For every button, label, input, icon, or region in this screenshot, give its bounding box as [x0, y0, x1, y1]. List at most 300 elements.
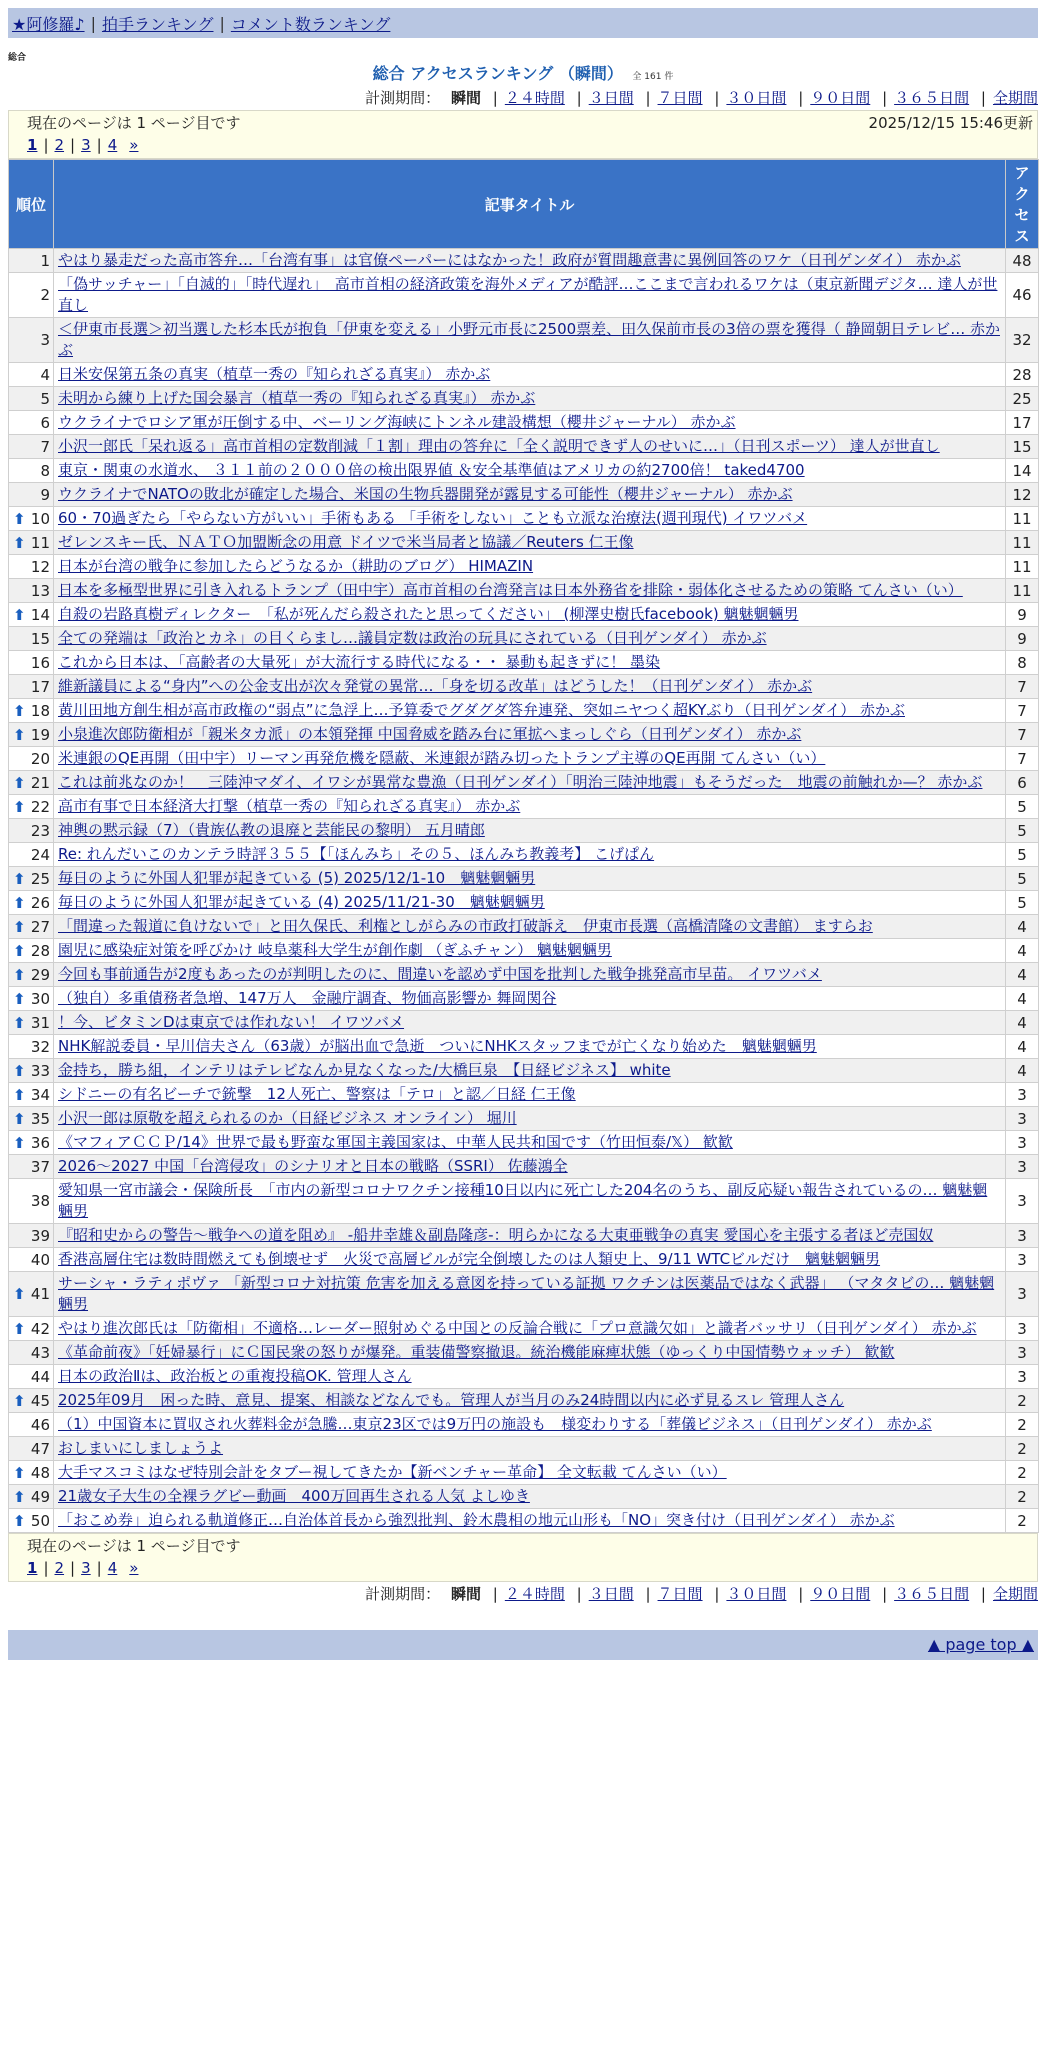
rank-number: 14 — [30, 605, 50, 624]
article-title-link[interactable]: ウクライナでNATOの敗北が確定した場合、米国の生物兵器開発が露見する可能性（櫻井ジャーナル） 赤かぶ — [58, 485, 793, 503]
page-link-4[interactable]: 4 — [107, 1559, 118, 1577]
table-row — [9, 987, 1039, 1011]
page-info-bottom — [8, 1533, 1038, 1582]
article-title-link[interactable]: シドニーの有名ビーチで銃撃 12人死亡、警察は「テロ」と認／日経 仁王像 — [58, 1085, 576, 1103]
article-title-link[interactable]: 毎日のように外国人犯罪が起きている (5) 2025/12/1-10 魑魅魍魎男 — [58, 869, 536, 887]
ranking-title-text: 総合 アクセスランキング （瞬間） — [372, 64, 623, 83]
page-info-top — [8, 110, 1038, 159]
access-count: 25 — [1006, 387, 1039, 411]
rank-cell — [9, 963, 54, 987]
access-count: 48 — [1006, 249, 1039, 273]
title-cell — [54, 627, 1006, 651]
title-cell — [54, 603, 1006, 627]
table-row — [9, 459, 1039, 483]
title-cell — [54, 1059, 1006, 1083]
access-count: 7 — [1006, 699, 1039, 723]
title-cell — [54, 843, 1006, 867]
article-title-link[interactable]: 香港高層住宅は数時間燃えても倒壊せず 火災で高層ビルが完全倒壊したのは人類史上、9/11 WTCビルだけ 魑魅魍魎男 — [58, 1250, 881, 1268]
title-cell — [54, 318, 1006, 363]
access-count: 3 — [1006, 1365, 1039, 1389]
rank-number: 46 — [30, 1415, 50, 1434]
table-row — [9, 651, 1039, 675]
table-row — [9, 249, 1039, 273]
rank-number: 27 — [30, 917, 50, 936]
rank-number: 25 — [30, 869, 50, 888]
access-count: 12 — [1006, 483, 1039, 507]
nav-separator: | — [219, 13, 225, 33]
current-page-text: 現在のページは 1 ページ目です — [27, 114, 241, 132]
article-title-link[interactable]: 毎日のように外国人犯罪が起きている (4) 2025/11/21-30 魑魅魍魎男 — [58, 893, 545, 911]
table-row — [9, 1011, 1039, 1035]
rank-cell — [9, 363, 54, 387]
rank-cell — [9, 771, 54, 795]
rank-cell — [9, 1389, 54, 1413]
access-count: 2 — [1006, 1437, 1039, 1461]
access-count: 14 — [1006, 459, 1039, 483]
page-link-2[interactable]: 2 — [54, 1559, 65, 1577]
period-option-365d[interactable]: ３６５日間 — [894, 1585, 970, 1603]
title-cell — [54, 363, 1006, 387]
title-cell — [54, 1341, 1006, 1365]
access-count: 8 — [1006, 651, 1039, 675]
title-cell — [54, 819, 1006, 843]
article-title-link[interactable]: 《革命前夜》「妊婦暴行」にＣ国民衆の怒りが爆発。重装備警察撤退。統治機能麻痺状態（ゆっくり中国情勢ウォッチ） 歓歓 — [58, 1343, 895, 1361]
page-top-link[interactable]: ▲ page top ▲ — [927, 1635, 1034, 1654]
article-title-link[interactable]: ゼレンスキー氏、ＮＡＴＯ加盟断念の用意 ドイツで米当局者と協議／Reuters 仁王像 — [58, 533, 634, 551]
rank-cell — [9, 1317, 54, 1341]
title-cell — [54, 1035, 1006, 1059]
title-cell — [54, 579, 1006, 603]
access-count: 17 — [1006, 411, 1039, 435]
category-label: 総合 — [8, 53, 27, 63]
table-row — [9, 1248, 1039, 1272]
rank-up-arrow-icon: ⬆ — [13, 1391, 26, 1410]
title-cell — [54, 723, 1006, 747]
rank-cell — [9, 915, 54, 939]
rank-cell — [9, 1035, 54, 1059]
rank-number: 4 — [40, 365, 50, 384]
rank-cell — [9, 1224, 54, 1248]
article-title-link[interactable]: 小沢一郎は原敬を超えられるのか（日経ビジネス オンライン） 堀川 — [58, 1109, 517, 1127]
title-cell — [54, 963, 1006, 987]
rank-up-arrow-icon: ⬆ — [13, 893, 26, 912]
rank-cell — [9, 939, 54, 963]
clap-ranking-link[interactable]: 拍手ランキング — [101, 14, 214, 34]
current-page-text: 現在のページは 1 ページ目です — [27, 1537, 241, 1555]
rank-number: 40 — [30, 1250, 50, 1269]
article-title-link[interactable]: 《マフィアＣＣＰ/14》世界で最も野蛮な軍国主義国家は、中華人民共和国です（竹田恒泰/𝕏） 歓歓 — [58, 1133, 733, 1151]
rank-up-arrow-icon: ⬆ — [13, 1013, 26, 1032]
rank-up-arrow-icon: ⬆ — [13, 773, 26, 792]
rank-number: 39 — [30, 1226, 50, 1245]
article-title-link[interactable]: ウクライナでロシア軍が圧倒する中、ベーリング海峡にトンネル建設構想（櫻井ジャーナル） 赤かぶ — [58, 413, 736, 431]
period-current: 瞬間 — [450, 89, 481, 107]
rank-cell — [9, 1341, 54, 1365]
title-cell — [54, 273, 1006, 318]
title-cell — [54, 1131, 1006, 1155]
rank-number: 29 — [30, 965, 50, 984]
title-cell — [54, 939, 1006, 963]
rank-number: 38 — [30, 1192, 50, 1210]
article-title-link[interactable]: 神輿の黙示録（7）（貴族仏教の退廃と芸能民の黎明） 五月晴郎 — [58, 821, 485, 839]
rank-cell — [9, 1272, 54, 1317]
period-option-24h[interactable]: ２４時間 — [504, 1585, 565, 1603]
rank-up-arrow-icon: ⬆ — [13, 1061, 26, 1080]
table-row — [9, 318, 1039, 363]
rank-number: 5 — [40, 389, 50, 408]
access-count: 32 — [1006, 318, 1039, 363]
article-title-link[interactable]: 金持ち，勝ち組，インテリはテレビなんか見なくなった/大橋巨泉 【日経ビジネス】 white — [58, 1061, 671, 1079]
table-row — [9, 1107, 1039, 1131]
rank-number: 31 — [30, 1013, 50, 1032]
rank-cell — [9, 435, 54, 459]
rank-number: 42 — [30, 1319, 50, 1338]
article-title-link[interactable]: 日本の政治Ⅱは、政治板との重複投稿OK. 管理人さん — [58, 1367, 412, 1385]
updated-timestamp: 2025/12/15 15:46更新 — [868, 114, 1033, 132]
table-row — [9, 939, 1039, 963]
rank-number: 8 — [40, 461, 50, 480]
article-title-link[interactable]: 米連銀のQE再開（田中宇）リーマン再発危機を隠蔽、米連銀が踏み切ったトランプ主導のQE再開 てんさい（い） — [58, 749, 826, 767]
rank-number: 17 — [30, 677, 50, 696]
rank-cell — [9, 675, 54, 699]
access-count: 5 — [1006, 867, 1039, 891]
rank-number: 43 — [30, 1343, 50, 1362]
home-link[interactable]: ★阿修羅♪ — [12, 14, 85, 34]
article-title-link[interactable]: NHK解説委員・早川信夫さん（63歳）が脳出血で急逝 ついにNHKスタッフまでが亡くなり始めた 魑魅魍魎男 — [58, 1037, 817, 1055]
access-count: 5 — [1006, 819, 1039, 843]
access-count: 4 — [1006, 963, 1039, 987]
article-title-link[interactable]: 園児に感染症対策を呼びかけ 岐阜薬科大学生が創作劇 （ぎふチャン） 魑魅魍魎男 — [58, 941, 612, 959]
access-count: 4 — [1006, 1011, 1039, 1035]
title-cell — [54, 1485, 1006, 1509]
rank-cell — [9, 1107, 54, 1131]
access-count: 11 — [1006, 507, 1039, 531]
article-title-link[interactable]: これは前兆なのか！ 三陸沖マダイ、イワシが異常な豊漁（日刊ゲンダイ）「明治三陸沖地震」もそうだった 地震の前触れか—？ 赤かぶ — [58, 773, 983, 791]
rank-cell — [9, 387, 54, 411]
table-row — [9, 675, 1039, 699]
article-title-link[interactable]: 維新議員による“身内”への公金支出が次々発覚の異常…「身を切る改革」はどうした！（日刊ゲンダイ） 赤かぶ — [58, 677, 813, 695]
article-title-link[interactable]: 2026～2027 中国「台湾侵攻」のシナリオと日本の戦略（SSRI） 佐藤鴻全 — [58, 1157, 568, 1175]
article-title-link[interactable]: Re: れんだいこのカンテラ時評３５５【「ほんみち」その５、ほんみち教義考】 こげぱん — [58, 845, 655, 863]
table-row — [9, 1461, 1039, 1485]
article-title-link[interactable]: 小泉進次郎防衛相が「親米タカ派」の本領発揮 中国脅威を踏み台に軍拡へまっしぐら（日刊ゲンダイ） 赤かぶ — [58, 725, 802, 743]
title-cell — [54, 699, 1006, 723]
rank-cell — [9, 318, 54, 363]
table-row — [9, 723, 1039, 747]
title-cell — [54, 915, 1006, 939]
table-row — [9, 1509, 1039, 1533]
article-title-link[interactable]: ！今、ビタミンDは東京では作れない！ イワツバメ — [58, 1013, 405, 1031]
page-link-2[interactable]: 2 — [54, 136, 65, 154]
title-cell — [54, 1155, 1006, 1179]
title-cell — [54, 1011, 1006, 1035]
period-option-30d[interactable]: ３０日間 — [726, 89, 787, 107]
rank-cell — [9, 1437, 54, 1461]
rank-up-arrow-icon: ⬆ — [13, 725, 26, 744]
rank-up-arrow-icon: ⬆ — [13, 533, 26, 552]
table-row — [9, 483, 1039, 507]
table-row — [9, 1035, 1039, 1059]
rank-number: 11 — [30, 533, 50, 552]
title-cell — [54, 987, 1006, 1011]
access-count: 3 — [1006, 1248, 1039, 1272]
page-link-4[interactable]: 4 — [107, 136, 118, 154]
article-title-link[interactable]: （1）中国資本に買収され火葬料金が急騰…東京23区では9万円の施設も 様変わりする「葬儀ビジネス」（日刊ゲンダイ） 赤かぶ — [58, 1415, 932, 1433]
rank-number: 48 — [30, 1463, 50, 1482]
table-row — [9, 603, 1039, 627]
title-cell — [54, 1509, 1006, 1533]
access-count: 3 — [1006, 1179, 1039, 1224]
title-cell — [54, 459, 1006, 483]
table-row — [9, 411, 1039, 435]
rank-number: 16 — [30, 653, 50, 672]
table-row — [9, 1317, 1039, 1341]
access-count: 11 — [1006, 579, 1039, 603]
title-cell — [54, 483, 1006, 507]
rank-column-header: 順位 — [9, 160, 54, 249]
comment-ranking-link[interactable]: コメント数ランキング — [230, 14, 391, 34]
access-count: 11 — [1006, 531, 1039, 555]
table-row — [9, 747, 1039, 771]
article-title-link[interactable]: 全ての発端は「政治とカネ」の目くらまし…議員定数は政治の玩具にされている（日刊ゲンダイ） 赤かぶ — [58, 629, 767, 647]
table-header-row — [9, 160, 1039, 249]
rank-number: 41 — [30, 1285, 50, 1303]
rank-up-arrow-icon: ⬆ — [13, 1511, 26, 1530]
access-count: 4 — [1006, 915, 1039, 939]
access-count: 3 — [1006, 1155, 1039, 1179]
article-title-link[interactable]: 2025年09月 困った時、意見、提案、相談などなんでも。管理人が当月のみ24時間以内に必ず見るスレ 管理人さん — [58, 1391, 845, 1409]
rank-number: 30 — [30, 989, 50, 1008]
table-row — [9, 1341, 1039, 1365]
table-row — [9, 1485, 1039, 1509]
rank-cell — [9, 1083, 54, 1107]
access-column-header: アクセス — [1006, 160, 1039, 249]
period-option-3d[interactable]: ３日間 — [588, 1585, 634, 1603]
access-count: 4 — [1006, 1059, 1039, 1083]
table-row — [9, 1131, 1039, 1155]
rank-number: 2 — [40, 286, 50, 304]
period-option-90d[interactable]: ９０日間 — [810, 89, 871, 107]
rank-number: 15 — [30, 629, 50, 648]
article-title-link[interactable]: 自殺の岩路真樹ディレクター 「私が死んだら殺されたと思ってください」 (柳澤史樹氏facebook) 魑魅魍魎男 — [58, 605, 799, 623]
page-link-current[interactable]: 1 — [27, 1559, 38, 1577]
table-row — [9, 363, 1039, 387]
table-row — [9, 579, 1039, 603]
title-cell — [54, 1389, 1006, 1413]
rank-up-arrow-icon: ⬆ — [13, 797, 26, 816]
title-cell — [54, 1224, 1006, 1248]
period-option-24h[interactable]: ２４時間 — [504, 89, 565, 107]
rank-cell — [9, 1248, 54, 1272]
title-cell — [54, 1461, 1006, 1485]
article-title-link[interactable]: 『昭和史からの警告～戦争への道を阻め』 -船井幸雄＆副島隆彦-：明らかになる大東亜戦争の真実 愛国心を主張する者ほど売国奴 — [58, 1226, 934, 1244]
period-option-90d[interactable]: ９０日間 — [810, 1585, 871, 1603]
period-option-3d[interactable]: ３日間 — [588, 89, 634, 107]
title-cell — [54, 891, 1006, 915]
title-cell — [54, 771, 1006, 795]
rank-up-arrow-icon: ⬆ — [13, 869, 26, 888]
rank-up-arrow-icon: ⬆ — [13, 701, 26, 720]
rank-number: 26 — [30, 893, 50, 912]
article-title-link[interactable]: 黄川田地方創生相が高市政権の“弱点”に急浮上…予算委でグダグダ答弁連発、突如ニヤつく超KYぶり（日刊ゲンダイ） 赤かぶ — [58, 701, 905, 719]
period-option-7d[interactable]: ７日間 — [657, 89, 703, 107]
rank-cell — [9, 459, 54, 483]
rank-up-arrow-icon: ⬆ — [13, 989, 26, 1008]
article-title-link[interactable]: 愛知県一宮市議会・保険所長 「市内の新型コロナワクチン接種10日以内に死亡した204名のうち、副反応疑い報告されているの… 魑魅魍魎男 — [58, 1181, 988, 1220]
page-next-link[interactable]: » — [129, 136, 139, 154]
title-cell — [54, 675, 1006, 699]
rank-number: 33 — [30, 1061, 50, 1080]
access-count: 3 — [1006, 1317, 1039, 1341]
table-row — [9, 531, 1039, 555]
article-title-link[interactable]: 小沢一郎氏「呆れ返る」高市首相の定数削減「１割」理由の答弁に「全く説明できず人のせいに…」（日刊スポーツ） 達人が世直し — [58, 437, 940, 455]
period-current: 瞬間 — [450, 1585, 481, 1603]
rank-number: 6 — [40, 413, 50, 432]
title-cell — [54, 555, 1006, 579]
table-row — [9, 1083, 1039, 1107]
article-title-link[interactable]: 今回も事前通告が2度もあったのが判明したのに、間違いを認めず中国を批判した戦争挑発高市早苗。 イワツバメ — [58, 965, 822, 983]
rank-cell — [9, 1131, 54, 1155]
rank-number: 49 — [30, 1487, 50, 1506]
article-title-link[interactable]: 「偽サッチャー」「自滅的」「時代遅れ」 高市首相の経済政策を海外メディアが酷評…ここまで言われるワケは（東京新聞デジタ… 達人が世直し — [58, 275, 998, 314]
title-cell — [54, 1083, 1006, 1107]
ranking-count: 全 161 件 — [632, 72, 674, 82]
table-row — [9, 963, 1039, 987]
rank-up-arrow-icon: ⬆ — [13, 965, 26, 984]
rank-cell — [9, 1179, 54, 1224]
table-row — [9, 915, 1039, 939]
rank-number: 22 — [30, 797, 50, 816]
access-count: 6 — [1006, 771, 1039, 795]
article-title-link[interactable]: サーシャ・ラティポヴァ 「新型コロナ対抗策 危害を加える意図を持っている証拠 ワクチンは医薬品ではなく武器」 （マタタビの… 魑魅魍魎男 — [58, 1274, 995, 1313]
rank-cell — [9, 531, 54, 555]
period-selector-top: 計測期間： 瞬間 | ２４時間 | ３日間 | ７日間 | ３０日間 | ９０日間 | ３６５日間 | 全期間 — [365, 89, 1038, 107]
article-title-link[interactable]: 日本が台湾の戦争に参加したらどうなるか（耕助のブログ） HIMAZIN — [58, 557, 534, 575]
article-title-link[interactable]: 大手マスコミはなぜ特別会計をタブー視してきたか【新ベンチャー革命】 全文転載 てんさい（い） — [58, 1463, 727, 1481]
rank-cell — [9, 603, 54, 627]
article-title-link[interactable]: やはり進次郎氏は「防衛相」不適格…レーダー照射めぐる中国との反論合戦に「プロ意識欠如」と識者バッサリ（日刊ゲンダイ） 赤かぶ — [58, 1319, 977, 1337]
article-title-link[interactable]: 高市有事で日本経済大打撃（植草一秀の『知られざる真実』） 赤かぶ — [58, 797, 521, 815]
access-count: 15 — [1006, 435, 1039, 459]
table-row — [9, 771, 1039, 795]
rank-number: 20 — [30, 749, 50, 768]
article-title-link[interactable]: 「間違った報道に負けないで」と田久保氏、利権としがらみの市政打破訴え 伊東市長選（高橋清隆の文書館） ますらお — [58, 917, 873, 935]
title-cell — [54, 249, 1006, 273]
period-option-all[interactable]: 全期間 — [992, 1585, 1038, 1603]
table-row — [9, 1389, 1039, 1413]
table-row — [9, 843, 1039, 867]
rank-number: 36 — [30, 1133, 50, 1152]
article-title-link[interactable]: 未明から練り上げた国会暴言（植草一秀の『知られざる真実』） 赤かぶ — [58, 389, 536, 407]
article-title-link[interactable]: これから日本は、「高齢者の大量死」が大流行する時代になる・・ 暴動も起きずに！ 墨染 — [58, 653, 661, 671]
access-count: 3 — [1006, 1083, 1039, 1107]
rank-up-arrow-icon: ⬆ — [13, 605, 26, 624]
footer-bar — [8, 1630, 1038, 1660]
page-link-3[interactable]: 3 — [81, 136, 91, 154]
article-title-link[interactable]: 「おこめ券」迫られる軌道修正…自治体首長から強烈批判、鈴木農相の地元山形も「NO」突き付け（日刊ゲンダイ） 赤かぶ — [58, 1511, 895, 1529]
access-count: 3 — [1006, 1341, 1039, 1365]
rank-number: 34 — [30, 1085, 50, 1104]
table-row — [9, 867, 1039, 891]
period-option-7d[interactable]: ７日間 — [657, 1585, 703, 1603]
access-count: 9 — [1006, 627, 1039, 651]
rank-cell — [9, 843, 54, 867]
title-cell — [54, 1437, 1006, 1461]
article-title-link[interactable]: （独自）多重債務者急増、147万人 金融庁調査、物価高影響か 舞岡関谷 — [58, 989, 557, 1007]
rank-cell — [9, 1485, 54, 1509]
access-count: 5 — [1006, 891, 1039, 915]
table-row — [9, 1413, 1039, 1437]
rank-up-arrow-icon: ⬆ — [13, 1319, 26, 1338]
access-count: 28 — [1006, 363, 1039, 387]
rank-cell — [9, 1509, 54, 1533]
article-title-link[interactable]: おしまいにしましょうよ — [58, 1439, 224, 1457]
access-count: 3 — [1006, 1272, 1039, 1317]
rank-cell — [9, 273, 54, 318]
title-cell — [54, 747, 1006, 771]
rank-number: 50 — [30, 1511, 50, 1530]
rank-up-arrow-icon: ⬆ — [13, 1285, 26, 1303]
pagination-bottom: 1 | 2 | 3 | 4 » — [27, 1559, 139, 1577]
page-link-3[interactable]: 3 — [81, 1559, 91, 1577]
page-next-link[interactable]: » — [129, 1559, 139, 1577]
period-option-all[interactable]: 全期間 — [992, 89, 1038, 107]
rank-cell — [9, 1461, 54, 1485]
title-cell — [54, 411, 1006, 435]
table-row — [9, 1437, 1039, 1461]
title-cell — [54, 1317, 1006, 1341]
rank-cell — [9, 651, 54, 675]
access-count: 11 — [1006, 555, 1039, 579]
period-option-30d[interactable]: ３０日間 — [726, 1585, 787, 1603]
article-title-link[interactable]: 21歳女子大生の全裸ラグビー動画 400万回再生される人気 よしゆき — [58, 1487, 530, 1505]
rank-number: 12 — [30, 557, 50, 576]
access-count: 2 — [1006, 1509, 1039, 1533]
article-title-link[interactable]: 東京・関東の水道水、 ３１１前の２０００倍の検出限界値 ＆安全基準値はアメリカの約2700倍！ taked4700 — [58, 461, 805, 479]
rank-number: 35 — [30, 1109, 50, 1128]
article-title-link[interactable]: ＜伊東市長選＞初当選した杉本氏が抱負「伊東を変える」小野元市長に2500票差、田久保前市長の3倍の票を獲得（ 静岡朝日テレビ… 赤かぶ — [58, 320, 1000, 359]
rank-up-arrow-icon: ⬆ — [13, 509, 26, 528]
page-link-current[interactable]: 1 — [27, 136, 38, 154]
table-row — [9, 699, 1039, 723]
rank-cell — [9, 579, 54, 603]
table-row — [9, 1272, 1039, 1317]
period-option-365d[interactable]: ３６５日間 — [894, 89, 970, 107]
rank-number: 44 — [30, 1367, 50, 1386]
article-title-link[interactable]: 日米安保第五条の真実（植草一秀の『知られざる真実』） 赤かぶ — [58, 365, 491, 383]
access-count: 5 — [1006, 795, 1039, 819]
access-count: 3 — [1006, 1107, 1039, 1131]
rank-number: 23 — [30, 821, 50, 840]
rank-cell — [9, 1011, 54, 1035]
nav-separator: | — [90, 13, 96, 33]
rank-cell — [9, 867, 54, 891]
rank-number: 21 — [30, 773, 50, 792]
rank-number: 32 — [30, 1037, 50, 1056]
table-row — [9, 1059, 1039, 1083]
rank-number: 28 — [30, 941, 50, 960]
access-count: 2 — [1006, 1461, 1039, 1485]
rank-up-arrow-icon: ⬆ — [13, 1085, 26, 1104]
rank-cell — [9, 1059, 54, 1083]
article-title-link[interactable]: やはり暴走だった高市答弁…「台湾有事」は官僚ペーパーにはなかった！政府が質問趣意書に異例回答のワケ（日刊ゲンダイ） 赤かぶ — [58, 251, 961, 269]
access-count: 46 — [1006, 273, 1039, 318]
rank-cell — [9, 249, 54, 273]
article-title-link[interactable]: 60・70過ぎたら「やらない方がいい」手術もある 「手術をしない」ことも立派な治療法(週刊現代) イワツバメ — [58, 509, 808, 527]
table-row — [9, 1365, 1039, 1389]
article-title-link[interactable]: 日本を多極型世界に引き入れるトランプ（田中宇）高市首相の台湾発言は日本外務省を排除・弱体化させるための策略 てんさい（い） — [58, 581, 963, 599]
access-count: 2 — [1006, 1485, 1039, 1509]
